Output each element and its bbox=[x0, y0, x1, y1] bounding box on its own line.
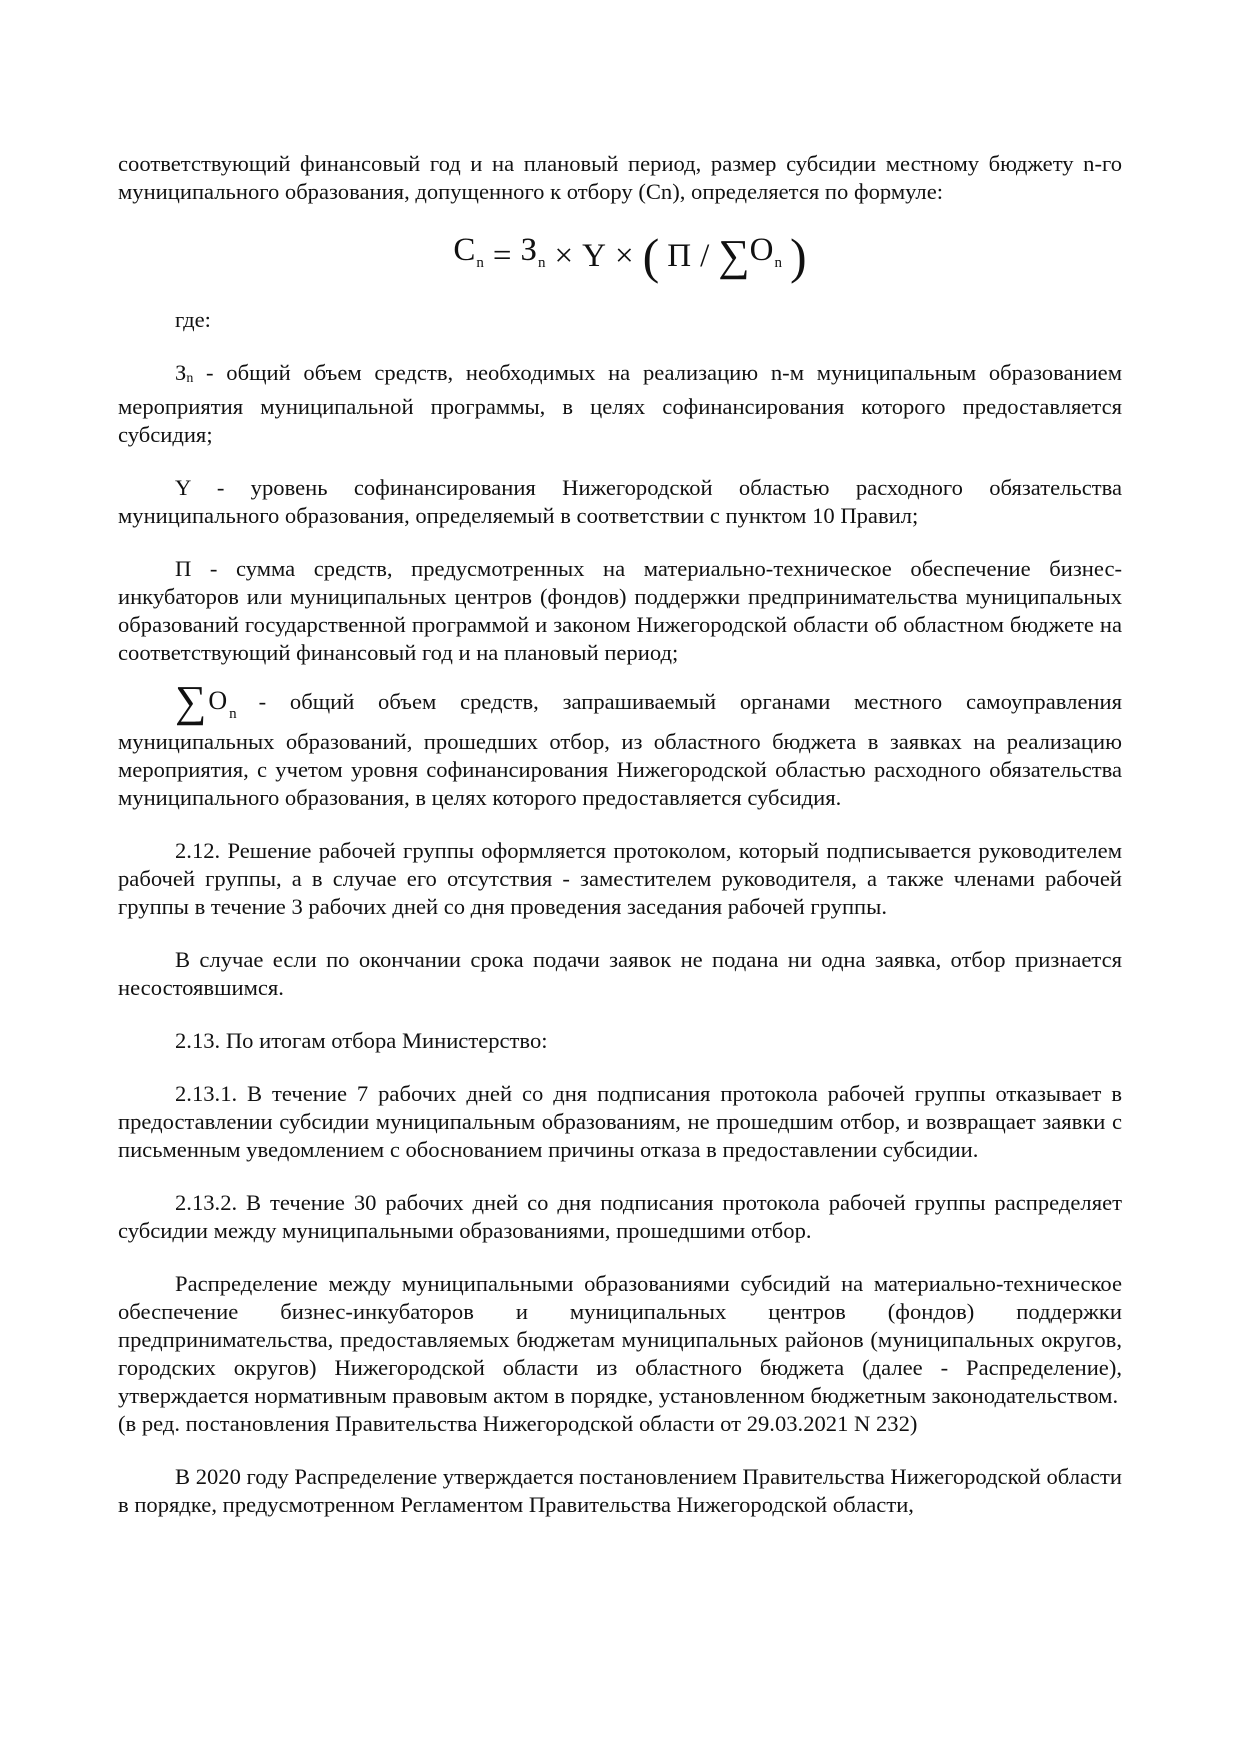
formula-left-paren: ( bbox=[642, 228, 660, 284]
formula-o: $O_n$ bbox=[749, 231, 782, 271]
formula-right-paren: ) bbox=[790, 228, 807, 284]
paragraph-2-13-1: 2.13.1. В течение 7 рабочих дней со дня подписания протокола рабочей группы отказывает в предоставлении субсидии муниципальным образованиям, не прошедшим отбор, и возвращает заявки с письменным уведомлением с обоснованием причины отказа в предоставлении субсидии. bbox=[118, 1081, 1122, 1162]
paragraph-where: где: bbox=[175, 307, 211, 332]
symbol-sum-o: ∑O $_n$ bbox=[175, 677, 237, 726]
paragraph-2-13-2: 2.13.2. В течение 30 рабочих дней со дня подписания протокола рабочей группы распределяет субсидии между муниципальными образованиями, прошедшими отбор. bbox=[118, 1190, 1122, 1243]
definition-y: Y - уровень софинансирования Нижегородской областью расходного обязательства муниципального образования, определяемый в соответствии с пунктом 10 Правил; bbox=[118, 475, 1122, 528]
paragraph-2-13: 2.13. По итогам отбора Министерство: bbox=[175, 1028, 548, 1053]
paragraph-2-12: 2.12. Решение рабочей группы оформляется протоколом, который подписывается руководителем рабочей группы, а в случае его отсутствия - заместителем руководителя, а также членами рабочей группы в течение 3 рабочих дней со дня проведения заседания рабочей группы. bbox=[118, 838, 1122, 919]
paragraph-no-applications: В случае если по окончании срока подачи заявок не подана ни одна заявка, отбор признается несостоявшимся. bbox=[118, 947, 1122, 1000]
paragraph-intro: соответствующий финансовый год и на плановый период, размер субсидии местному бюджету n-го муниципального образования, допущенного к отбору (Cn), определяется по формуле: bbox=[118, 151, 1122, 204]
formula-p: П bbox=[667, 238, 692, 274]
formula-y: Y bbox=[582, 238, 606, 274]
symbol-z: З bbox=[175, 360, 187, 385]
formula-slash: / bbox=[700, 238, 710, 274]
paragraph-revision-note: (в ред. постановления Правительства Нижегородской области от 29.03.2021 N 232) bbox=[118, 1411, 918, 1436]
formula-times-1: × bbox=[554, 238, 574, 274]
formula-times-2: × bbox=[614, 238, 634, 274]
formula-c: $C_n$ bbox=[453, 231, 484, 271]
formula-sigma: ∑ bbox=[718, 231, 750, 280]
paragraph-distribution: Распределение между муниципальными образованиями субсидий на материально-техническое обеспечение бизнес-инкубаторов и муниципальных центров (фондов) поддержки предпринимательства, предоставляемых бюджетам муниципальных районов (муниципальных округов, городских округов) Нижегородской области из областного бюджета (далее - Распределение), утверждается нормативным правовым актом в порядке, установленном бюджетным законодательством. bbox=[118, 1271, 1122, 1408]
formula-equals: = bbox=[492, 238, 512, 274]
definition-z: $З_n$ - общий объем средств, необходимых на реализацию n-м муниципальным образованием мероприятия муниципальной программы, в целях софинансирования которого предоставляется субсидия; bbox=[118, 360, 1122, 447]
paragraph-2020: В 2020 году Распределение утверждается постановлением Правительства Нижегородской области в порядке, предусмотренном Регламентом Правительства Нижегородской области, bbox=[118, 1464, 1122, 1517]
definition-sum-o: ∑O $_n$ - общий объем средств, запрашиваемый органами местного самоуправления муниципальных образований, прошедших отбор, из областного бюджета в заявках на реализацию мероприятия, с учетом уровня софинансирования Нижегородской областью расходного обязательства муниципального образования, в целях которого предоставляется субсидия. bbox=[118, 677, 1122, 810]
formula-z: $З_n$ bbox=[520, 231, 546, 271]
definition-p: П - сумма средств, предусмотренных на материально-техническое обеспечение бизнес-инкубаторов или муниципальных центров (фондов) поддержки предпринимательства муниципальных образований государственной программой и законом Нижегородской области об областном бюджете на соответствующий финансовый год и на плановый период; bbox=[118, 556, 1122, 665]
formula-subsidy bbox=[118, 220, 1122, 292]
